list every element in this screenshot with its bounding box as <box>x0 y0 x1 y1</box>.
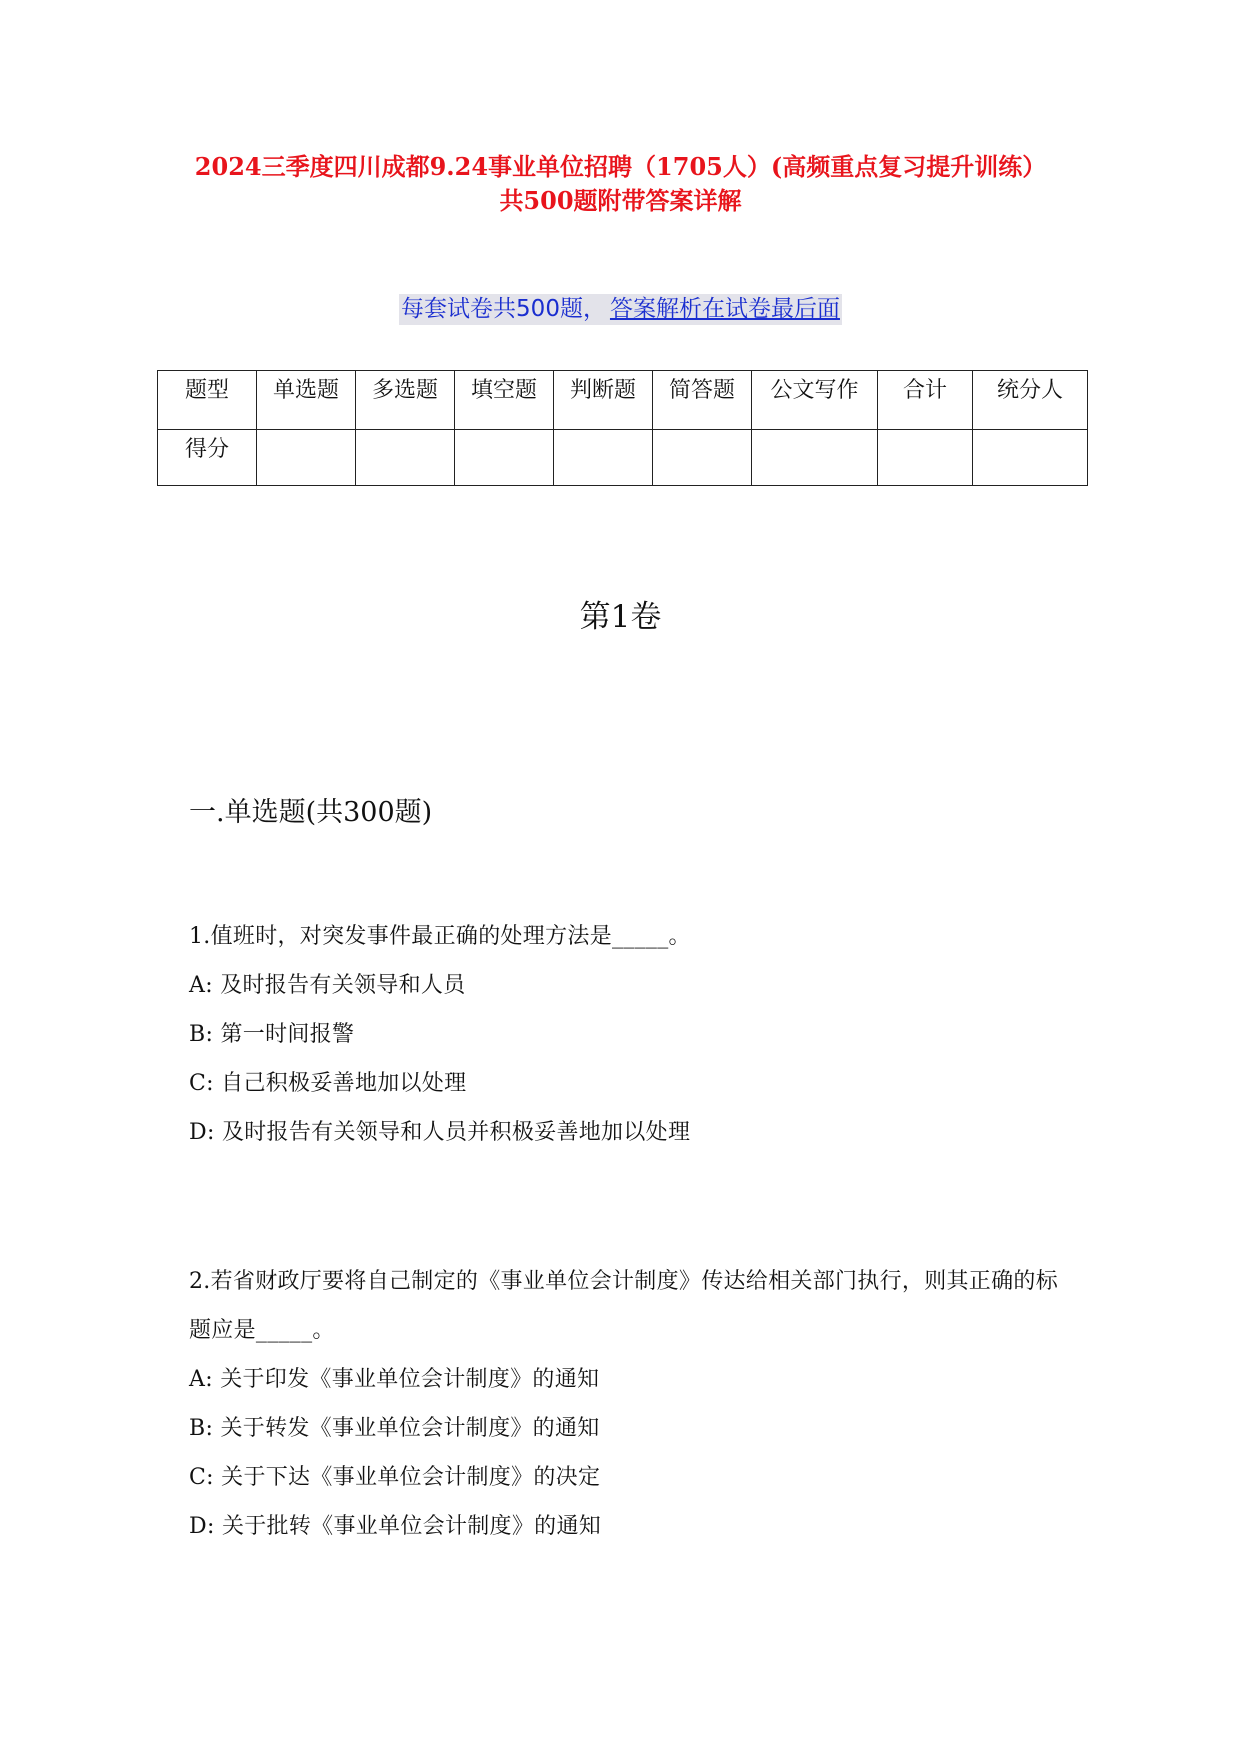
header-single-choice: 单选题 <box>257 371 356 430</box>
question-2 <box>189 1257 1069 1551</box>
score-table-header-row <box>158 371 1088 430</box>
header-question-type: 题型 <box>158 371 257 430</box>
header-fill-in-blank: 填空题 <box>455 371 554 430</box>
volume-title: 第1卷 <box>579 599 662 635</box>
option-c: C: 关于下达《事业单位会计制度》的决定 <box>189 1465 601 1490</box>
question-stem: 2.若省财政厅要将自己制定的《事业单位会计制度》传达给相关部门执行，则其正确的标题应是_____。 <box>189 1269 1058 1343</box>
score-cell-single-choice <box>257 430 356 486</box>
document-title-line-1: 2024三季度四川成都9.24事业单位招聘（1705人）(高频重点复习提升训练） <box>194 152 1047 181</box>
option-a: A: 关于印发《事业单位会计制度》的通知 <box>189 1367 600 1392</box>
score-cell-official-writing <box>752 430 878 486</box>
option-d: D: 及时报告有关领导和人员并积极妥善地加以处理 <box>189 1120 691 1145</box>
notice-part-1: 每套试卷共500题， <box>399 294 608 325</box>
score-cell-fill-in-blank <box>455 430 554 486</box>
header-scorer: 统分人 <box>973 371 1088 430</box>
option-b: B: 第一时间报警 <box>189 1022 355 1047</box>
score-table <box>157 370 1088 486</box>
option-a: A: 及时报告有关领导和人员 <box>189 973 466 998</box>
score-cell-multiple-choice <box>356 430 455 486</box>
section-title: 一.单选题(共300题) <box>189 797 433 828</box>
question-stem: 1.值班时，对突发事件最正确的处理方法是_____。 <box>189 924 691 949</box>
score-cell-scorer <box>973 430 1088 486</box>
option-d: D: 关于批转《事业单位会计制度》的通知 <box>189 1514 602 1539</box>
option-c: C: 自己积极妥善地加以处理 <box>189 1071 467 1096</box>
score-table-score-row <box>158 430 1088 486</box>
score-row-label: 得分 <box>158 430 257 486</box>
score-cell-true-false <box>554 430 653 486</box>
score-cell-short-answer <box>653 430 752 486</box>
header-multiple-choice: 多选题 <box>356 371 455 430</box>
answer-notice <box>0 294 1241 324</box>
notice-part-2: 答案解析在试卷最后面 <box>608 294 842 325</box>
header-total: 合计 <box>878 371 973 430</box>
option-b: B: 关于转发《事业单位会计制度》的通知 <box>189 1416 600 1441</box>
header-true-false: 判断题 <box>554 371 653 430</box>
question-1 <box>189 912 1069 1157</box>
header-short-answer: 简答题 <box>653 371 752 430</box>
score-cell-total <box>878 430 973 486</box>
header-official-writing: 公文写作 <box>752 371 878 430</box>
document-title-line-2: 共500题附带答案详解 <box>499 186 742 215</box>
